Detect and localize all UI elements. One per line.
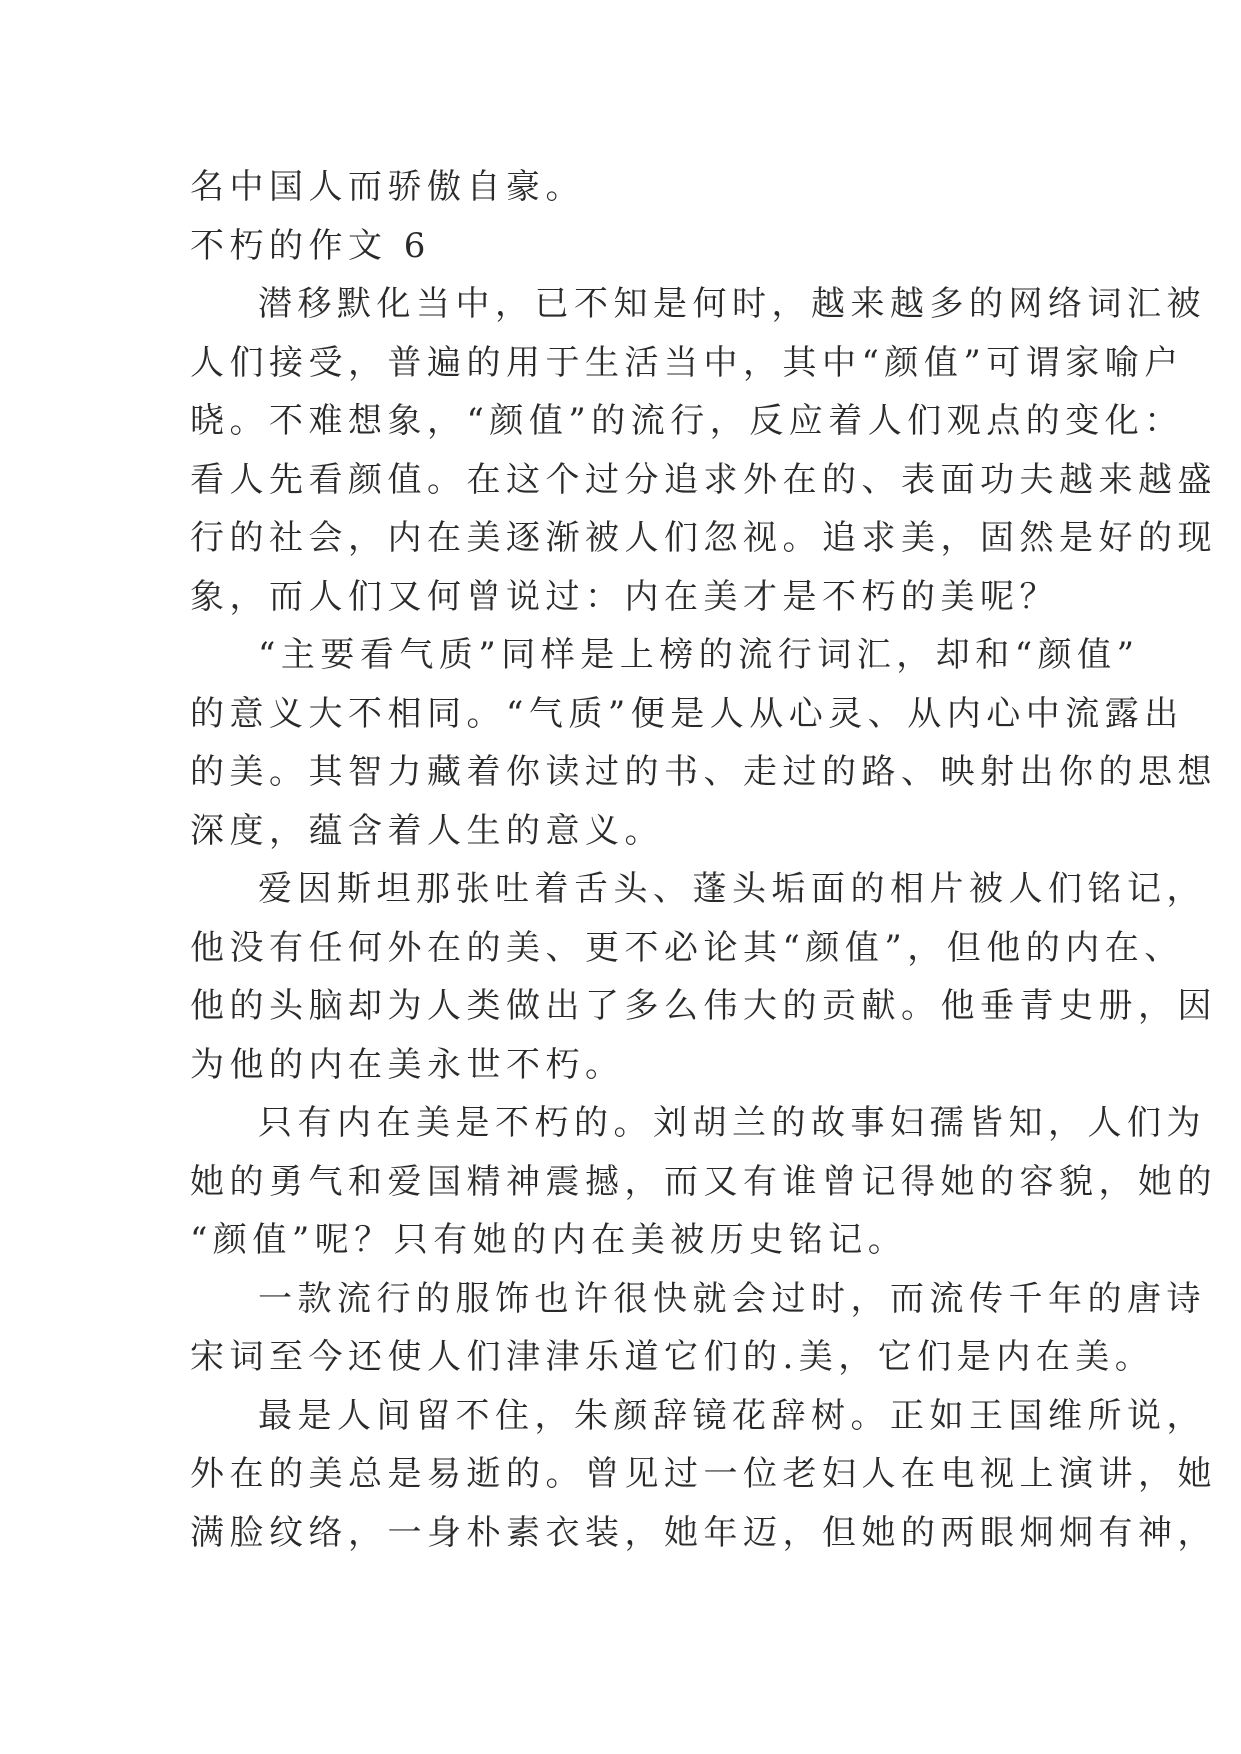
text-line: 只有内在美是不朽的。刘胡兰的故事妇孺皆知，人们为 bbox=[258, 1103, 1206, 1143]
text-line: 最是人间留不住，朱颜辞镜花辞树。正如王国维所说， bbox=[258, 1395, 1206, 1436]
text-line: 的美。其智力藏着你读过的书、走过的路、映射出你的思想 bbox=[190, 752, 1217, 792]
text-line: 一款流行的服饰也许很快就会过时，而流传千年的唐诗 bbox=[258, 1278, 1206, 1319]
text-line: 名中国人而骄傲自豪。 bbox=[190, 167, 585, 207]
section-heading: 不朽的作文 6 bbox=[190, 225, 431, 266]
text-line: 的意义大不相同。“气质”便是人从心灵、从内心中流露出 bbox=[190, 693, 1184, 734]
text-line: 她的勇气和爱国精神震撼，而又有谁曾记得她的容貌，她的 bbox=[190, 1161, 1217, 1202]
text-line: “主要看气质”同样是上榜的流行词汇，却和“颜值” bbox=[258, 635, 1140, 675]
text-line: 外在的美总是易逝的。曾见过一位老妇人在电视上演讲，她 bbox=[190, 1454, 1217, 1494]
text-line: 满脸纹络，一身朴素衣装，她年迈，但她的两眼炯炯有神， bbox=[190, 1512, 1217, 1553]
text-line: 他没有任何外在的美、更不必论其“颜值”，但他的内在、 bbox=[190, 927, 1184, 968]
text-line: 宋词至今还使人们津津乐道它们的.美，它们是内在美。 bbox=[190, 1337, 1155, 1377]
text-line: 人们接受，普遍的用于生活当中，其中“颜值”可谓家喻户 bbox=[190, 342, 1184, 383]
text-line: 行的社会，内在美逐渐被人们忽视。追求美，固然是好的现 bbox=[190, 518, 1217, 558]
text-line: 象，而人们又何曾说过：内在美才是不朽的美呢？ bbox=[190, 576, 1059, 617]
text-line: 晓。不难想象，“颜值”的流行，反应着人们观点的变化： bbox=[190, 401, 1184, 441]
text-line: 深度，蕴含着人生的意义。 bbox=[190, 810, 664, 851]
text-line: 看人先看颜值。在这个过分追求外在的、表面功夫越来越盛 bbox=[190, 459, 1217, 500]
text-line: “颜值”呢？只有她的内在美被历史铭记。 bbox=[190, 1220, 908, 1260]
text-line: 爱因斯坦那张吐着舌头、蓬头垢面的相片被人们铭记， bbox=[258, 869, 1206, 909]
text-line: 他的头脑却为人类做出了多么伟大的贡献。他垂青史册，因 bbox=[190, 986, 1217, 1026]
text-line: 潜移默化当中，已不知是何时，越来越多的网络词汇被 bbox=[258, 284, 1206, 324]
article-body bbox=[190, 158, 1217, 1562]
text-line: 为他的内在美永世不朽。 bbox=[190, 1044, 625, 1085]
